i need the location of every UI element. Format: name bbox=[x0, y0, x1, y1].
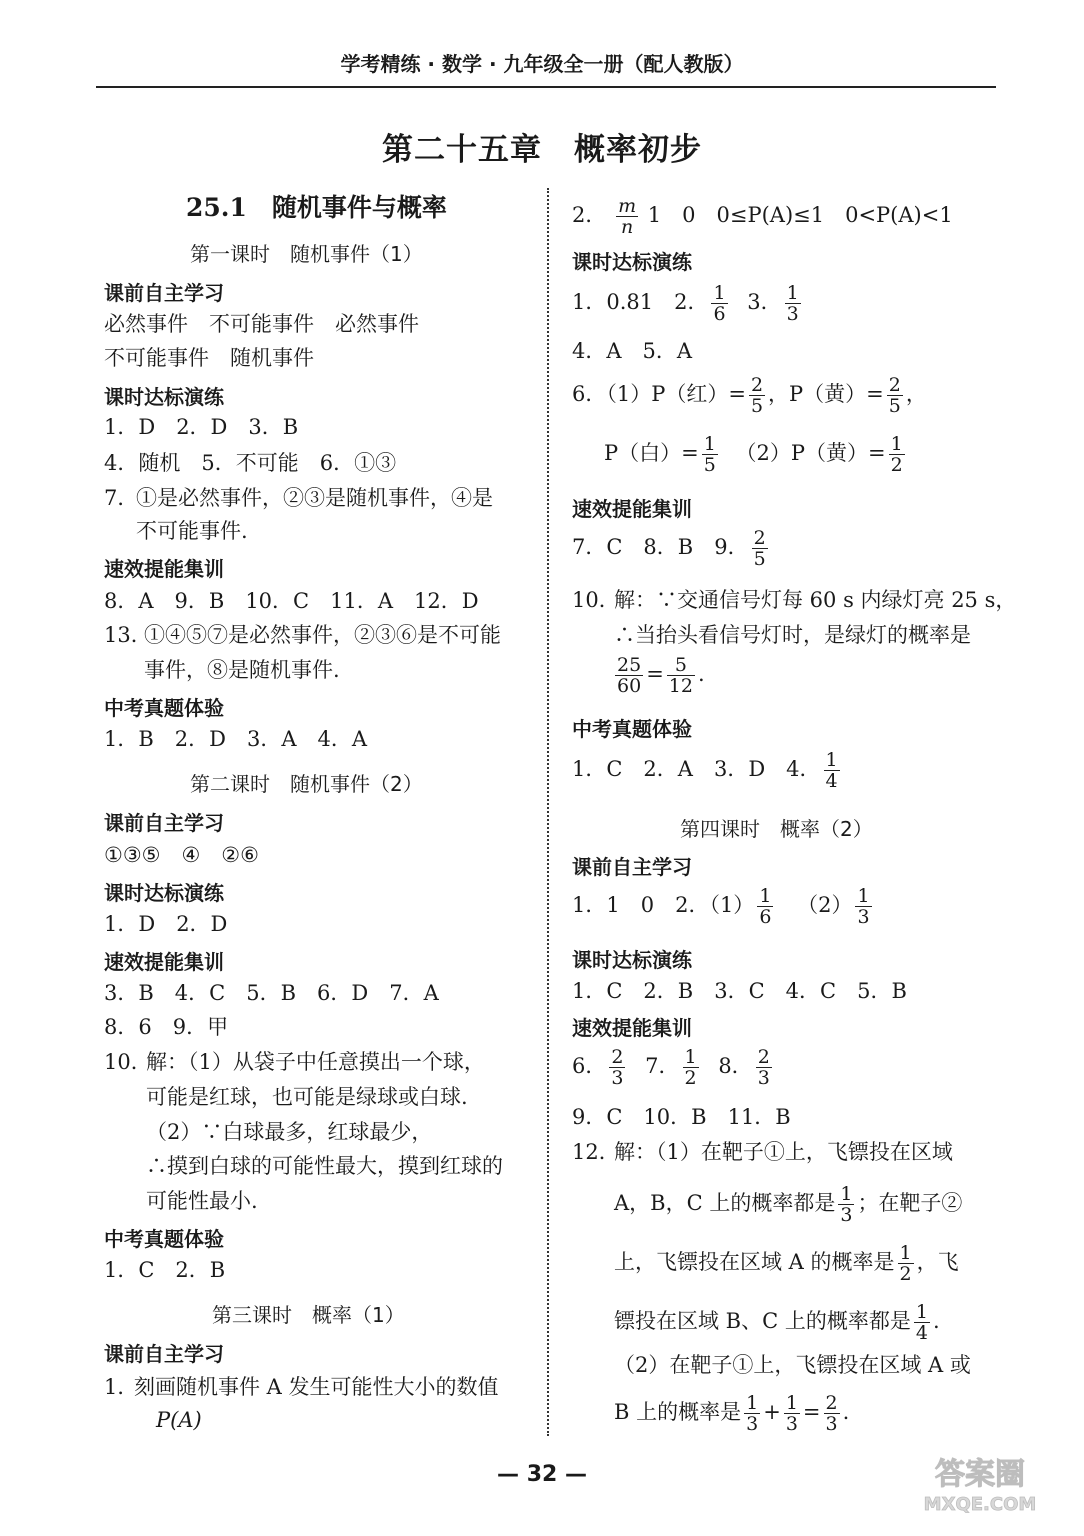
text-run: 6． bbox=[572, 1054, 607, 1078]
l1-speed-heading: 速效提能集训 bbox=[104, 557, 224, 581]
r-drill-line-1 bbox=[572, 283, 804, 324]
l2-pre-line-1: ①③⑤ ④ ②⑥ bbox=[104, 843, 259, 867]
fraction-numerator: 2 bbox=[753, 527, 766, 549]
text-run: 3． bbox=[747, 290, 782, 314]
fraction bbox=[752, 528, 768, 569]
section-title: 25.1 随机事件与概率 bbox=[186, 193, 447, 222]
text-run: 上，飞镖投在区域 A 的概率是 bbox=[614, 1250, 895, 1274]
fraction-denominator: 3 bbox=[746, 1413, 759, 1435]
l1-pre-line-2: 不可能事件 随机事件 bbox=[104, 346, 314, 370]
text-run: ，P（黄）= bbox=[768, 382, 884, 406]
r-drill-line-4 bbox=[604, 434, 908, 475]
l4-speed-q12-line-3 bbox=[614, 1243, 959, 1284]
l1-drill-line-1: 1．D 2．D 3．B bbox=[104, 415, 299, 439]
fraction bbox=[711, 283, 727, 324]
l1-pre-line-1: 必然事件 不可能事件 必然事件 bbox=[104, 312, 419, 336]
text-run: = bbox=[646, 662, 664, 686]
l3-pre-heading: 课前自主学习 bbox=[104, 1342, 224, 1366]
l1-drill-line-2: 4．随机 5．不可能 6．①③ bbox=[104, 451, 397, 475]
r-drill-line-2: 4．A 5．A bbox=[572, 339, 693, 363]
l2-speed-q10-line-2: 可能是红球，也可能是绿球或白球. bbox=[146, 1085, 468, 1109]
fraction-numerator: 1 bbox=[759, 885, 772, 907]
fraction-denominator: 3 bbox=[857, 906, 870, 928]
fraction bbox=[784, 1393, 800, 1434]
r-q2-line bbox=[572, 196, 953, 237]
fraction-numerator: 1 bbox=[825, 749, 838, 771]
r-drill-line-3 bbox=[572, 375, 927, 416]
text-run: 8． bbox=[718, 1054, 753, 1078]
l3-pre-q1-number: 1． bbox=[104, 1375, 139, 1399]
fraction-numerator: 1 bbox=[840, 1183, 853, 1205]
text-run: ，飞 bbox=[916, 1250, 959, 1274]
l1-speed-q13-line-2: 事件，⑧是随机事件. bbox=[144, 658, 340, 682]
l4-speed-q12-line-2 bbox=[614, 1184, 962, 1225]
r-speed-q10-number: 10． bbox=[572, 588, 620, 612]
fraction bbox=[615, 655, 643, 696]
fraction bbox=[824, 1393, 840, 1434]
fraction-denominator: 5 bbox=[703, 454, 716, 476]
fraction-numerator: 5 bbox=[667, 655, 695, 676]
text-run: （2）P（黄）= bbox=[735, 441, 886, 465]
watermark-logo bbox=[900, 1448, 1060, 1518]
l4-drill-heading: 课时达标演练 bbox=[572, 948, 692, 972]
l2-drill-heading: 课时达标演练 bbox=[104, 881, 224, 905]
fraction-numerator: 1 bbox=[785, 1392, 798, 1414]
text-run: 1．C 2．A 3．D 4． bbox=[572, 757, 821, 781]
fraction-numerator: 1 bbox=[890, 433, 903, 455]
l3-pre-q1-line-2: P(A) bbox=[156, 1408, 202, 1432]
fraction bbox=[855, 886, 871, 927]
text-run: P（白）= bbox=[604, 441, 699, 465]
fraction-numerator: 1 bbox=[746, 1392, 759, 1414]
fraction bbox=[667, 655, 695, 696]
text-run: 6．（1）P（红）= bbox=[572, 382, 746, 406]
r-speed-q10-line-1: 解：∵交通信号灯每 60 s 内绿灯亮 25 s， bbox=[614, 588, 1017, 612]
l2-speed-q10-line-4: ∴摸到白球的可能性最大，摸到红球的 bbox=[146, 1154, 503, 1178]
l4-speed-q12-line-5: （2）在靶子①上，飞镖投在区域 A 或 bbox=[614, 1353, 971, 1377]
l1-drill-heading: 课时达标演练 bbox=[104, 385, 224, 409]
text-run: . bbox=[842, 1400, 850, 1424]
svg-text:答案圈: 答案圈 bbox=[935, 1457, 1025, 1492]
r-speed-q10-line-2: ∴当抬头看信号灯时，是绿灯的概率是 bbox=[614, 623, 971, 647]
l3-pre-q1-line-1: 刻画随机事件 A 发生可能性大小的数值 bbox=[134, 1375, 499, 1399]
lesson-3-title: 第三课时 概率（1） bbox=[212, 1303, 405, 1327]
fraction bbox=[887, 375, 903, 416]
fraction-numerator: m bbox=[618, 195, 637, 217]
text-run: 7． bbox=[645, 1054, 680, 1078]
fraction-denominator: 2 bbox=[890, 454, 903, 476]
fraction-denominator: 3 bbox=[840, 1204, 853, 1226]
fraction bbox=[824, 750, 840, 791]
l2-speed-q10-line-1: 解：（1）从袋子中任意摸出一个球， bbox=[146, 1050, 485, 1074]
fraction-numerator: 1 bbox=[899, 1242, 912, 1264]
r-drill-heading: 课时达标演练 bbox=[572, 250, 692, 274]
l4-speed-q12-number: 12． bbox=[572, 1140, 620, 1164]
fraction bbox=[889, 434, 905, 475]
l4-speed-q12-line-1: 解：（1）在靶子①上，飞镖投在区域 bbox=[614, 1140, 953, 1164]
r-q2-number: 2． bbox=[572, 203, 607, 227]
fraction-denominator: 12 bbox=[668, 675, 693, 697]
fraction-numerator: 1 bbox=[713, 282, 726, 304]
text-run: . bbox=[697, 662, 705, 686]
l1-drill-q7-number: 7． bbox=[104, 486, 139, 510]
fraction-denominator: 5 bbox=[750, 395, 764, 417]
text-run: . bbox=[932, 1309, 940, 1333]
chapter-title: 第二十五章 概率初步 bbox=[382, 132, 702, 168]
text-run: = bbox=[802, 1400, 821, 1424]
fraction bbox=[785, 283, 801, 324]
fraction-numerator: 2 bbox=[611, 1046, 624, 1068]
l2-speed-heading: 速效提能集训 bbox=[104, 950, 224, 974]
running-header: 学考精练 · 数学 · 九年级全一册（配人教版） bbox=[340, 52, 744, 76]
r-q2-rest: 1 0 0≤P(A)≤1 0<P(A)<1 bbox=[647, 203, 953, 227]
column-divider bbox=[547, 188, 549, 1436]
fraction bbox=[757, 886, 773, 927]
r-exam-line-1 bbox=[572, 750, 843, 791]
l1-speed-q13-number: 13． bbox=[104, 623, 152, 647]
l2-speed-q10-number: 10． bbox=[104, 1050, 152, 1074]
l4-speed-heading: 速效提能集训 bbox=[572, 1016, 692, 1040]
text-run: 1．0.81 2． bbox=[572, 290, 709, 314]
l4-drill-line-1: 1．C 2．B 3．C 4．C 5．B bbox=[572, 979, 907, 1003]
fraction-denominator: 3 bbox=[785, 1413, 798, 1435]
fraction-numerator: 1 bbox=[857, 885, 870, 907]
page-number: — 32 — bbox=[497, 1462, 587, 1487]
l2-drill-line-1: 1．D 2．D bbox=[104, 912, 228, 936]
r-exam-heading: 中考真题体验 bbox=[572, 717, 692, 741]
l4-speed-line-1 bbox=[572, 1047, 775, 1088]
text-run: + bbox=[763, 1400, 781, 1424]
fraction-denominator: 3 bbox=[757, 1067, 770, 1089]
fraction-denominator: n bbox=[620, 216, 634, 238]
l4-speed-q12-line-4 bbox=[614, 1302, 940, 1343]
text-run: ；在靶子② bbox=[857, 1191, 963, 1215]
l2-speed-q10-line-3: （2）∵白球最多，红球最少， bbox=[146, 1120, 433, 1144]
lesson-2-title: 第二课时 随机事件（2） bbox=[190, 772, 423, 796]
l1-pre-heading: 课前自主学习 bbox=[104, 281, 224, 305]
fraction bbox=[702, 434, 718, 475]
fraction-denominator: 6 bbox=[713, 303, 726, 325]
fraction-denominator: 5 bbox=[753, 548, 766, 570]
fraction-numerator: 1 bbox=[684, 1046, 697, 1068]
text-run: ， bbox=[905, 382, 927, 406]
r-q2-fraction bbox=[616, 196, 638, 237]
text-run: B 上的概率是 bbox=[614, 1400, 742, 1424]
text-run: 1．1 0 2．（1） bbox=[572, 893, 755, 917]
fraction-denominator: 2 bbox=[899, 1263, 912, 1285]
text-run: （2） bbox=[797, 893, 853, 917]
l2-exam-line-1: 1．C 2．B bbox=[104, 1258, 226, 1282]
fraction-denominator: 5 bbox=[888, 395, 901, 417]
fraction-numerator: 1 bbox=[703, 433, 716, 455]
r-speed-heading: 速效提能集训 bbox=[572, 497, 692, 521]
fraction-numerator: 2 bbox=[888, 374, 901, 396]
fraction-denominator: 3 bbox=[825, 1413, 838, 1435]
fraction bbox=[749, 375, 765, 416]
fraction bbox=[914, 1302, 930, 1343]
fraction-denominator: 3 bbox=[786, 303, 799, 325]
l4-speed-q12-line-6 bbox=[614, 1393, 849, 1434]
fraction bbox=[756, 1047, 772, 1088]
l2-speed-q10-line-5: 可能性最小. bbox=[146, 1189, 258, 1213]
fraction-numerator: 1 bbox=[786, 282, 799, 304]
lesson-1-title: 第一课时 随机事件（1） bbox=[190, 242, 423, 266]
text-run: 镖投在区域 B、C 上的概率都是 bbox=[614, 1309, 911, 1333]
l4-pre-line-1 bbox=[572, 886, 875, 927]
svg-text:MXQE.COM: MXQE.COM bbox=[923, 1494, 1037, 1515]
fraction-denominator: 4 bbox=[915, 1322, 928, 1344]
fraction bbox=[838, 1184, 854, 1225]
fraction-numerator: 2 bbox=[757, 1046, 770, 1068]
fraction-numerator: 2 bbox=[825, 1392, 838, 1414]
fraction-denominator: 6 bbox=[759, 906, 772, 928]
l1-speed-q13-line-1: ①④⑤⑦是必然事件，②③⑥是不可能 bbox=[144, 623, 501, 647]
fraction-denominator: 2 bbox=[684, 1067, 697, 1089]
lesson-4-title: 第四课时 概率（2） bbox=[680, 817, 873, 841]
l1-drill-q7-line-1: ①是必然事件，②③是随机事件，④是 bbox=[136, 486, 493, 510]
l1-speed-line-1: 8．A 9．B 10．C 11．A 12．D bbox=[104, 589, 479, 613]
fraction-numerator: 25 bbox=[617, 654, 642, 676]
fraction bbox=[898, 1243, 914, 1284]
l1-drill-q7-line-2: 不可能事件. bbox=[136, 519, 248, 543]
r-speed-line-1 bbox=[572, 528, 771, 569]
fraction-numerator: 1 bbox=[915, 1301, 928, 1323]
fraction-denominator: 4 bbox=[825, 770, 838, 792]
fraction-denominator: 60 bbox=[617, 675, 642, 697]
l1-exam-heading: 中考真题体验 bbox=[104, 696, 224, 720]
fraction bbox=[683, 1047, 699, 1088]
l2-speed-line-2: 8．6 9．甲 bbox=[104, 1015, 229, 1039]
text-run: 7．C 8．B 9． bbox=[572, 535, 749, 559]
l2-exam-heading: 中考真题体验 bbox=[104, 1227, 224, 1251]
fraction bbox=[744, 1393, 760, 1434]
fraction bbox=[609, 1047, 625, 1088]
fraction-denominator: 3 bbox=[611, 1067, 624, 1089]
r-speed-q10-line-3 bbox=[612, 655, 705, 696]
l2-speed-line-1: 3．B 4．C 5．B 6．D 7．A bbox=[104, 981, 439, 1005]
text-run: A，B，C 上的概率都是 bbox=[614, 1191, 836, 1215]
l1-exam-line-1: 1．B 2．D 3．A 4．A bbox=[104, 727, 368, 751]
l4-pre-heading: 课前自主学习 bbox=[572, 855, 692, 879]
fraction-numerator: 2 bbox=[750, 374, 764, 396]
l4-speed-line-2: 9．C 10．B 11．B bbox=[572, 1105, 791, 1129]
header-rule bbox=[96, 86, 996, 88]
l2-pre-heading: 课前自主学习 bbox=[104, 811, 224, 835]
